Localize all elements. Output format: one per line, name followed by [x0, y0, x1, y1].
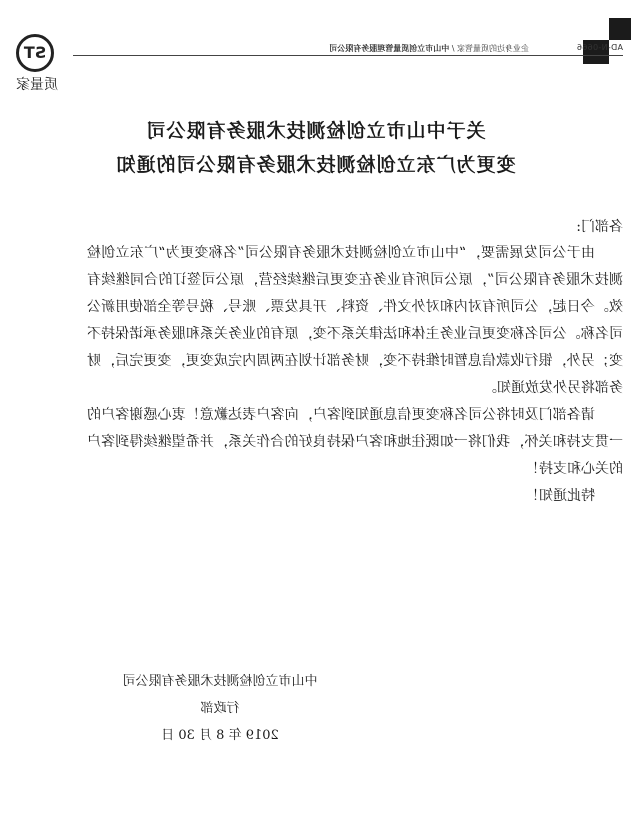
- notice-title-line-2: 变更为广东立创检测技术服务有限公司的通知: [115, 154, 516, 176]
- logo-mark-icon: ST: [16, 34, 54, 72]
- header-divider: [73, 55, 623, 56]
- header-breadcrumb: [329, 43, 529, 54]
- company-logo: [8, 34, 58, 94]
- notice-title-line-1: 关于中山市立创检测技术服务有限公司: [145, 120, 486, 142]
- notice-body: [87, 240, 623, 510]
- document-code: AD-N-0666: [576, 43, 623, 52]
- salutation: 各部门:: [576, 219, 623, 235]
- body-paragraph: 特此通知！: [525, 488, 595, 504]
- body-paragraph: 请各部门及时将公司名称变更信息通知到客户，向客户表达歉意！衷心感谢客户的一贯支持和关怀，我们将一如既往地和客户保持良好的合作关系，并希望继续得到客户的关心和支持！: [87, 407, 623, 477]
- corner-decoration: [609, 18, 631, 40]
- header-slogan: 企业身边的质量管家 /: [449, 44, 529, 53]
- signature-department: 行政部: [200, 701, 240, 716]
- signature-date: 2019 年 8 月 30 日: [161, 728, 279, 743]
- logo-text: 质量家: [16, 77, 58, 93]
- header-company: 中山市立创质量管理服务有限公司: [329, 44, 450, 53]
- signature-company: 中山市立创检测技术服务有限公司: [122, 674, 318, 689]
- body-paragraph: 由于公司发展需要，“中山市立创检测技术服务有限公司”名称变更为“广东立创检测技术服务有限公司”，原公司所有业务在变更后继续经营，原公司签订的合同继续有效。今日起，公司所有对内和对外文件、资料、开具发票、账号、税号等全部使用新公司名称。公司名称变更后业务主体和法律关系不变，原有的业务关系和服务承诺保持不变；另外，银行收款信息暂时维持不变，财务部计划在两周内完成变更，变更完后，财务部将另外发放通知。: [87, 245, 623, 396]
